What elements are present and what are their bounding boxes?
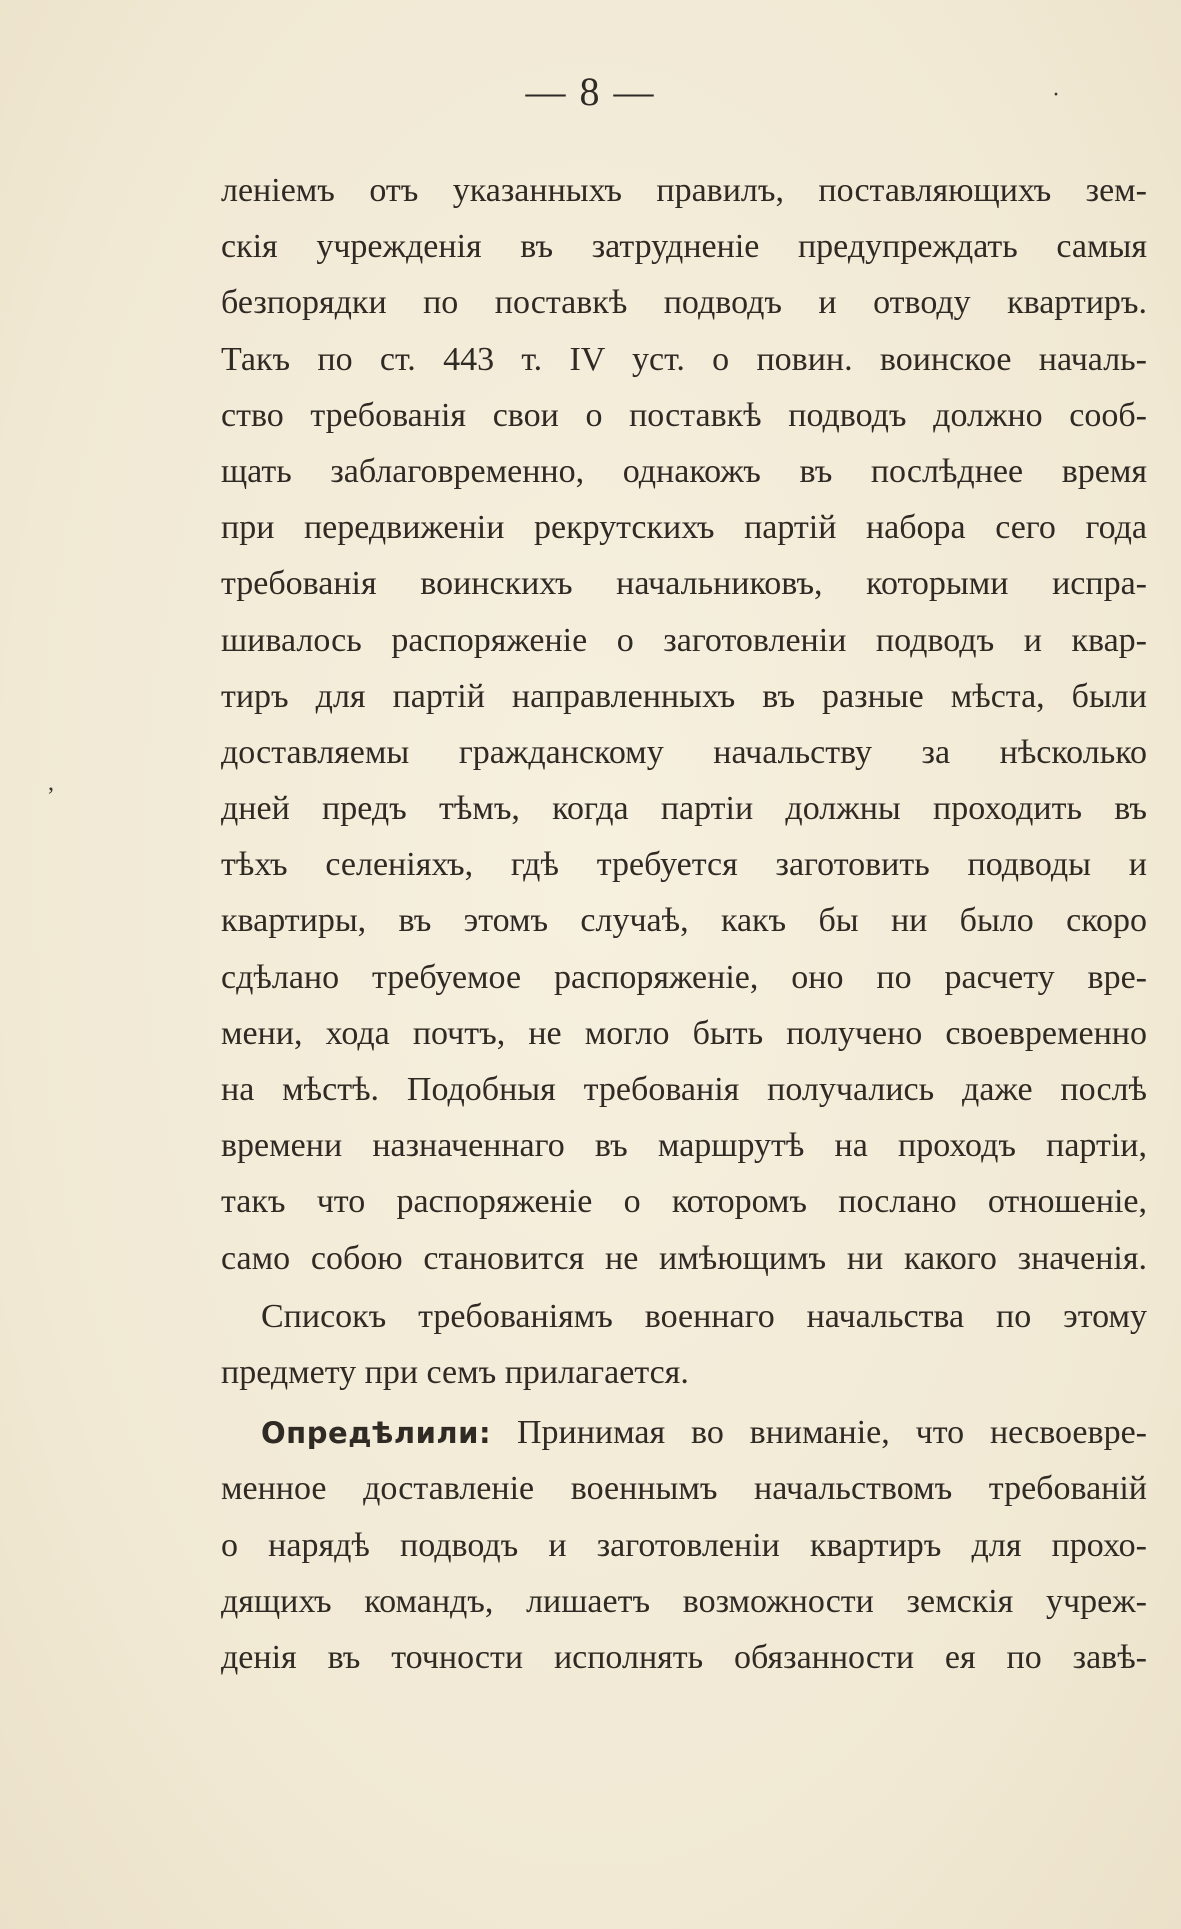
paragraph-3 (221, 1405, 1147, 1686)
text-line: менное доставленіе военнымъ начальствомъ требованій (221, 1470, 1147, 1508)
text-line: денія въ точности исполнять обязанности ея по завѣ- (221, 1638, 1147, 1676)
decorative-speck: , (48, 770, 54, 796)
text-line: такъ что распоряженіе о которомъ послано отношеніе, (221, 1183, 1147, 1221)
text-line: о нарядѣ подводъ и заготовленіи квартиръ для прохо- (221, 1526, 1147, 1564)
text-line: щать заблаговременно, однакожъ въ послѣднее время (221, 452, 1147, 490)
resolution-first-line: Принимая во вниманіе, что несвоевре- (491, 1414, 1147, 1452)
text-line: безпорядки по поставкѣ подводъ и отводу квартиръ. (221, 284, 1147, 322)
text-line (221, 1405, 1147, 1461)
text-line: времени назначеннаго въ маршрутѣ на проходъ партіи, (221, 1127, 1147, 1165)
text-line: доставляемы гражданскому начальству за нѣсколько (221, 733, 1147, 771)
text-line: тиръ для партій направленныхъ въ разные мѣста, были (221, 677, 1147, 715)
text-line: квартиры, въ этомъ случаѣ, какъ бы ни было скоро (221, 902, 1147, 940)
resolution-heading: Опредѣлили: (261, 1416, 492, 1451)
page-number: — 8 — (525, 69, 656, 114)
text-line: само собою становится не имѣющимъ ни какого значенія. (221, 1239, 1147, 1277)
text-line: шивалось распоряженіе о заготовленіи подводъ и квар- (221, 621, 1147, 659)
text-line: Списокъ требованіямъ военнаго начальства по этому (261, 1297, 1147, 1335)
text-line: скія учрежденія въ затрудненіе предупреждать самыя (221, 228, 1147, 266)
decorative-speck: · (1052, 82, 1060, 108)
text-line: на мѣстѣ. Подобныя требованія получались даже послѣ (221, 1071, 1147, 1108)
text-line: ство требованія свои о поставкѣ подводъ должно сооб- (221, 396, 1147, 434)
text-line: предмету при семъ прилагается. (221, 1353, 689, 1391)
text-line: леніемъ отъ указанныхъ правилъ, поставляющихъ зем- (221, 172, 1147, 209)
text-line: требованія воинскихъ начальниковъ, которыми испра- (221, 565, 1147, 603)
text-line: тѣхъ селеніяхъ, гдѣ требуется заготовить подводы и (221, 846, 1147, 884)
text-line: дящихъ командъ, лишаетъ возможности земскія учреж- (221, 1582, 1147, 1620)
paragraph-2 (221, 1289, 1147, 1401)
text-line: сдѣлано требуемое распоряженіе, оно по расчету вре- (221, 958, 1147, 996)
paragraph-1 (221, 163, 1147, 1287)
body-text (221, 163, 1147, 1686)
text-line: дней предъ тѣмъ, когда партіи должны проходить въ (221, 790, 1147, 828)
text-line: Такъ по ст. 443 т. IV уст. о повин. воинское началь- (221, 340, 1147, 378)
text-line: при передвиженіи рекрутскихъ партій набора сего года (221, 509, 1147, 547)
text-line: мени, хода почтъ, не могло быть получено своевременно (221, 1014, 1147, 1052)
